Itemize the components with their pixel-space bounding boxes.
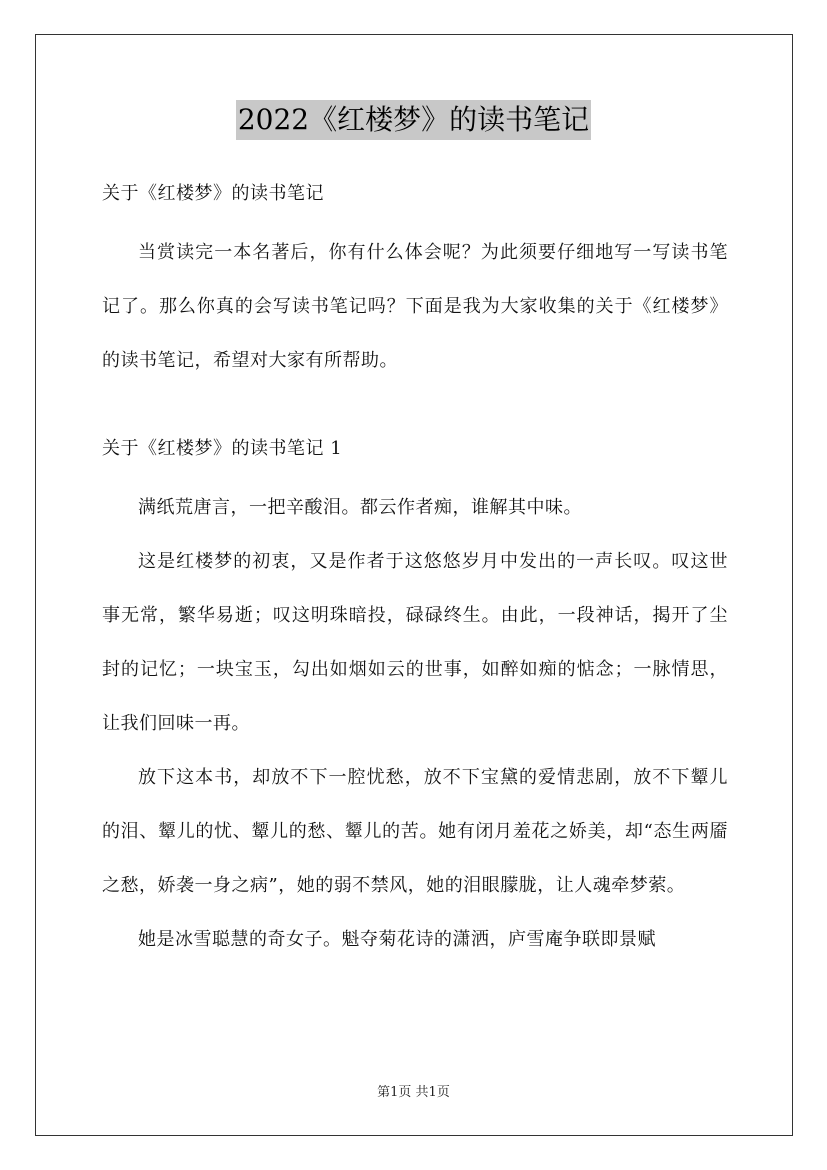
intro-paragraph: 当赏读完一本名著后，你有什么体会呢？为此须要仔细地写一写读书笔记了。那么你真的会写读书笔记吗？下面是我为大家收集的关于《红楼梦》的读书笔记，希望对大家有所帮助。 (102, 242, 728, 371)
section-heading: 关于《红楼梦》的读书笔记 1 (102, 438, 343, 459)
document-title: 2022《红楼梦》的读书笔记 (236, 100, 591, 140)
document-body (102, 174, 728, 967)
page-footer: 第1页 共1页 (377, 1085, 450, 1100)
body-paragraph: 放下这本书，却放不下一腔忧愁，放不下宝黛的爱情悲剧，放不下颦儿的泪、颦儿的忧、颦儿的愁、颦儿的苦。她有闭月羞花之娇美，却“态生两靥之愁，娇袭一身之病”，她的弱不禁风，她的泪眼朦胧，让人魂牵梦萦。 (102, 767, 728, 896)
title-wrap (0, 100, 827, 140)
body-paragraph: 这是红楼梦的初衷，又是作者于这悠悠岁月中发出的一声长叹。叹这世事无常，繁华易逝；叹这明珠暗投，碌碌终生。由此，一段神话，揭开了尘封的记忆；一块宝玉，勾出如烟如云的世事，如醉如痴的惦念；一脉情思，让我们回味一再。 (102, 551, 728, 734)
body-paragraph: 她是冰雪聪慧的奇女子。魁夺菊花诗的潇洒，庐雪庵争联即景赋 (138, 929, 656, 950)
document-subtitle: 关于《红楼梦》的读书笔记 (102, 183, 324, 204)
section-gap (102, 388, 728, 429)
body-paragraph: 满纸荒唐言，一把辛酸泪。都云作者痴，谁解其中味。 (138, 497, 582, 518)
